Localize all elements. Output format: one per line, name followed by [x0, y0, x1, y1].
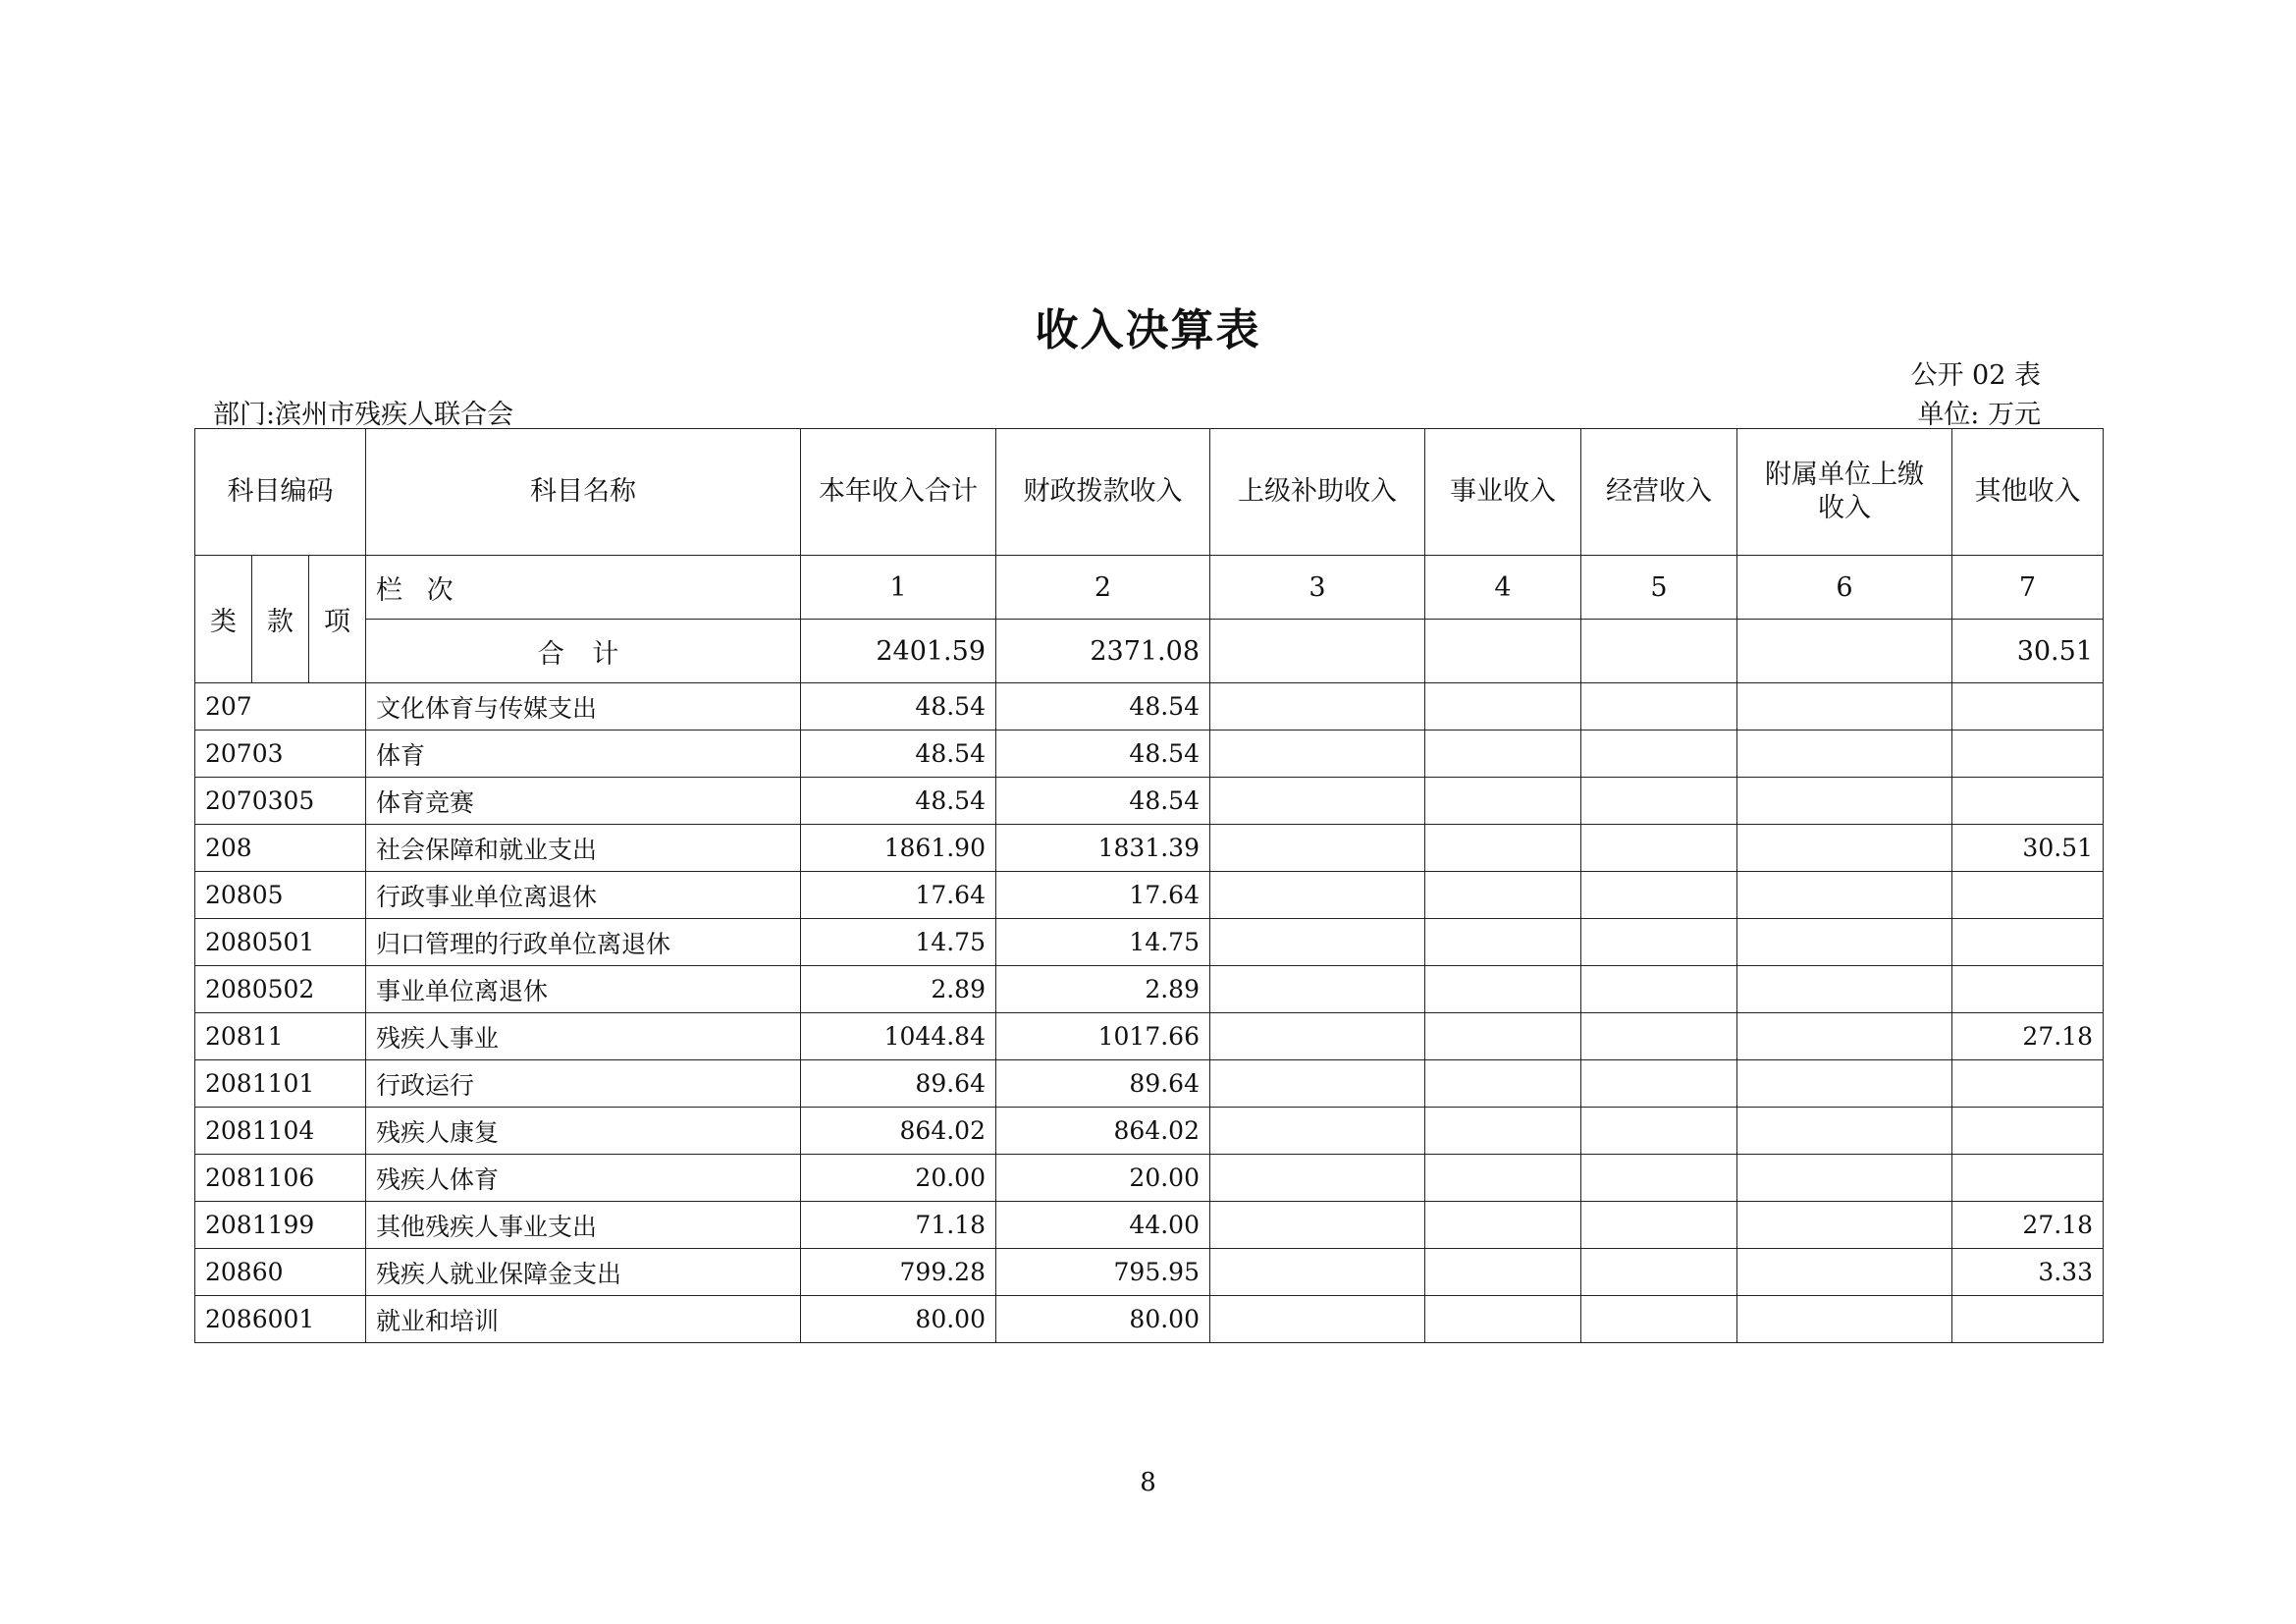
- cell-total: 2.89: [801, 966, 996, 1013]
- cell-other: [1952, 872, 2104, 919]
- cell-operating: [1581, 1202, 1737, 1249]
- cell-affiliated: [1737, 1013, 1952, 1060]
- cell-fiscal: 44.00: [996, 1202, 1210, 1249]
- cell-business: [1425, 1013, 1581, 1060]
- table-row: [195, 778, 2104, 825]
- unit-label: 单位: 万元: [1917, 400, 2041, 430]
- totals-affiliated: [1737, 620, 1952, 683]
- cell-other: [1952, 778, 2104, 825]
- header-kuan: 款: [252, 556, 309, 683]
- cell-business: [1425, 1155, 1581, 1202]
- header-code: 科目编码: [195, 429, 366, 556]
- cell-business: [1425, 1202, 1581, 1249]
- subject-name: 文化体育与传媒支出: [366, 683, 801, 731]
- cell-total: 1861.90: [801, 825, 996, 872]
- cell-superior: [1210, 1013, 1425, 1060]
- cell-business: [1425, 778, 1581, 825]
- header-business: 事业收入: [1425, 429, 1581, 556]
- cell-business: [1425, 1296, 1581, 1343]
- header-affiliated-line2: 收入: [1818, 493, 1871, 523]
- cell-affiliated: [1737, 1202, 1952, 1249]
- col-num-2: 2: [996, 556, 1210, 620]
- subject-name: 残疾人体育: [366, 1155, 801, 1202]
- cell-fiscal: 2.89: [996, 966, 1210, 1013]
- table-row: [195, 825, 2104, 872]
- cell-total: 20.00: [801, 1155, 996, 1202]
- cell-fiscal: 14.75: [996, 919, 1210, 966]
- subject-code: 2081106: [195, 1155, 366, 1202]
- cell-fiscal: 48.54: [996, 778, 1210, 825]
- cell-affiliated: [1737, 778, 1952, 825]
- subject-name: 残疾人事业: [366, 1013, 801, 1060]
- subject-code: 20703: [195, 731, 366, 778]
- cell-operating: [1581, 683, 1737, 731]
- subject-code: 208: [195, 825, 366, 872]
- cell-operating: [1581, 1296, 1737, 1343]
- cell-superior: [1210, 919, 1425, 966]
- cell-business: [1425, 919, 1581, 966]
- table-row: [195, 1060, 2104, 1108]
- subject-code: 2080502: [195, 966, 366, 1013]
- cell-affiliated: [1737, 1155, 1952, 1202]
- table-row: [195, 683, 2104, 731]
- subject-name: 事业单位离退休: [366, 966, 801, 1013]
- totals-operating: [1581, 620, 1737, 683]
- col-num-3: 3: [1210, 556, 1425, 620]
- header-superior: 上级补助收入: [1210, 429, 1425, 556]
- totals-total: 2401.59: [801, 620, 996, 683]
- cell-other: 27.18: [1952, 1202, 2104, 1249]
- header-affiliated: [1737, 429, 1952, 556]
- subject-code: 2080501: [195, 919, 366, 966]
- cell-total: 48.54: [801, 778, 996, 825]
- cell-fiscal: 1831.39: [996, 825, 1210, 872]
- cell-fiscal: 20.00: [996, 1155, 1210, 1202]
- cell-operating: [1581, 919, 1737, 966]
- col-num-1: 1: [801, 556, 996, 620]
- cell-business: [1425, 1060, 1581, 1108]
- totals-fiscal: 2371.08: [996, 620, 1210, 683]
- cell-superior: [1210, 731, 1425, 778]
- form-number: 公开 02 表: [1910, 360, 2041, 391]
- subject-name: 体育竞赛: [366, 778, 801, 825]
- table-row: [195, 1296, 2104, 1343]
- subject-code: 2086001: [195, 1296, 366, 1343]
- subject-code: 2081104: [195, 1108, 366, 1155]
- cell-fiscal: 48.54: [996, 731, 1210, 778]
- header-affiliated-line1: 附属单位上缴: [1765, 460, 1924, 490]
- cell-other: 27.18: [1952, 1013, 2104, 1060]
- cell-affiliated: [1737, 1060, 1952, 1108]
- totals-other: 30.51: [1952, 620, 2104, 683]
- subject-name: 行政运行: [366, 1060, 801, 1108]
- header-other: 其他收入: [1952, 429, 2104, 556]
- subject-code: 20805: [195, 872, 366, 919]
- cell-total: 864.02: [801, 1108, 996, 1155]
- subject-code: 2081101: [195, 1060, 366, 1108]
- table-row: [195, 1249, 2104, 1296]
- totals-business: [1425, 620, 1581, 683]
- cell-operating: [1581, 731, 1737, 778]
- cell-business: [1425, 872, 1581, 919]
- cell-affiliated: [1737, 1249, 1952, 1296]
- subject-code: 20811: [195, 1013, 366, 1060]
- cell-operating: [1581, 1013, 1737, 1060]
- cell-affiliated: [1737, 919, 1952, 966]
- table-row: [195, 1202, 2104, 1249]
- cell-business: [1425, 683, 1581, 731]
- header-row: [195, 429, 2104, 556]
- cell-fiscal: 48.54: [996, 683, 1210, 731]
- cell-fiscal: 17.64: [996, 872, 1210, 919]
- col-num-5: 5: [1581, 556, 1737, 620]
- cell-affiliated: [1737, 966, 1952, 1013]
- cell-other: [1952, 919, 2104, 966]
- cell-affiliated: [1737, 1108, 1952, 1155]
- totals-superior: [1210, 620, 1425, 683]
- cell-operating: [1581, 872, 1737, 919]
- cell-superior: [1210, 825, 1425, 872]
- cell-other: [1952, 1108, 2104, 1155]
- cell-operating: [1581, 1108, 1737, 1155]
- cell-total: 14.75: [801, 919, 996, 966]
- cell-business: [1425, 1249, 1581, 1296]
- table-row: [195, 1155, 2104, 1202]
- subject-name: 残疾人康复: [366, 1108, 801, 1155]
- cell-affiliated: [1737, 731, 1952, 778]
- page-title: 收入决算表: [1035, 305, 1261, 355]
- cell-operating: [1581, 1155, 1737, 1202]
- col-num-7: 7: [1952, 556, 2104, 620]
- cell-total: 89.64: [801, 1060, 996, 1108]
- cell-superior: [1210, 1155, 1425, 1202]
- cell-superior: [1210, 778, 1425, 825]
- subject-name: 残疾人就业保障金支出: [366, 1249, 801, 1296]
- cell-total: 48.54: [801, 731, 996, 778]
- cell-operating: [1581, 778, 1737, 825]
- cell-other: [1952, 966, 2104, 1013]
- table-row: [195, 966, 2104, 1013]
- income-final-accounts-table: [194, 428, 2104, 1343]
- header-lei: 类: [195, 556, 252, 683]
- cell-other: [1952, 1296, 2104, 1343]
- table-row: [195, 731, 2104, 778]
- totals-row: [195, 620, 2104, 683]
- table-row: [195, 919, 2104, 966]
- cell-total: 799.28: [801, 1249, 996, 1296]
- col-num-4: 4: [1425, 556, 1581, 620]
- table-row: [195, 872, 2104, 919]
- subject-code: 2081199: [195, 1202, 366, 1249]
- subject-name: 就业和培训: [366, 1296, 801, 1343]
- cell-operating: [1581, 825, 1737, 872]
- cell-fiscal: 80.00: [996, 1296, 1210, 1343]
- header-name: 科目名称: [366, 429, 801, 556]
- header-total: 本年收入合计: [801, 429, 996, 556]
- cell-total: 80.00: [801, 1296, 996, 1343]
- subject-name: 体育: [366, 731, 801, 778]
- header-operating: 经营收入: [1581, 429, 1737, 556]
- cell-other: [1952, 1155, 2104, 1202]
- department-label: 部门:滨州市残疾人联合会: [213, 400, 514, 430]
- header-fiscal: 财政拨款收入: [996, 429, 1210, 556]
- cell-affiliated: [1737, 825, 1952, 872]
- col-num-6: 6: [1737, 556, 1952, 620]
- cell-superior: [1210, 1249, 1425, 1296]
- cell-other: 30.51: [1952, 825, 2104, 872]
- subject-name: 归口管理的行政单位离退休: [366, 919, 801, 966]
- cell-other: [1952, 683, 2104, 731]
- subject-name: 社会保障和就业支出: [366, 825, 801, 872]
- cell-other: [1952, 1060, 2104, 1108]
- subject-code: 207: [195, 683, 366, 731]
- cell-business: [1425, 731, 1581, 778]
- subject-name: 其他残疾人事业支出: [366, 1202, 801, 1249]
- page-number: 8: [1140, 1468, 1156, 1497]
- cell-superior: [1210, 1296, 1425, 1343]
- cell-total: 71.18: [801, 1202, 996, 1249]
- cell-superior: [1210, 1108, 1425, 1155]
- subject-code: 20860: [195, 1249, 366, 1296]
- cell-business: [1425, 966, 1581, 1013]
- cell-fiscal: 795.95: [996, 1249, 1210, 1296]
- cell-business: [1425, 825, 1581, 872]
- cell-affiliated: [1737, 872, 1952, 919]
- cell-superior: [1210, 872, 1425, 919]
- cell-superior: [1210, 683, 1425, 731]
- cell-total: 1044.84: [801, 1013, 996, 1060]
- cell-total: 48.54: [801, 683, 996, 731]
- cell-superior: [1210, 966, 1425, 1013]
- cell-affiliated: [1737, 683, 1952, 731]
- table-row: [195, 1013, 2104, 1060]
- cell-total: 17.64: [801, 872, 996, 919]
- header-xiang: 项: [309, 556, 366, 683]
- cell-other: [1952, 731, 2104, 778]
- header-lanci: 栏 次: [366, 556, 801, 620]
- cell-operating: [1581, 1249, 1737, 1296]
- cell-superior: [1210, 1202, 1425, 1249]
- cell-affiliated: [1737, 1296, 1952, 1343]
- cell-fiscal: 864.02: [996, 1108, 1210, 1155]
- subject-name: 行政事业单位离退休: [366, 872, 801, 919]
- cell-other: 3.33: [1952, 1249, 2104, 1296]
- subject-code: 2070305: [195, 778, 366, 825]
- totals-label: 合 计: [366, 620, 801, 683]
- table-row: [195, 1108, 2104, 1155]
- cell-fiscal: 89.64: [996, 1060, 1210, 1108]
- cell-fiscal: 1017.66: [996, 1013, 1210, 1060]
- cell-operating: [1581, 1060, 1737, 1108]
- cell-business: [1425, 1108, 1581, 1155]
- cell-operating: [1581, 966, 1737, 1013]
- cell-superior: [1210, 1060, 1425, 1108]
- column-number-row: [195, 556, 2104, 620]
